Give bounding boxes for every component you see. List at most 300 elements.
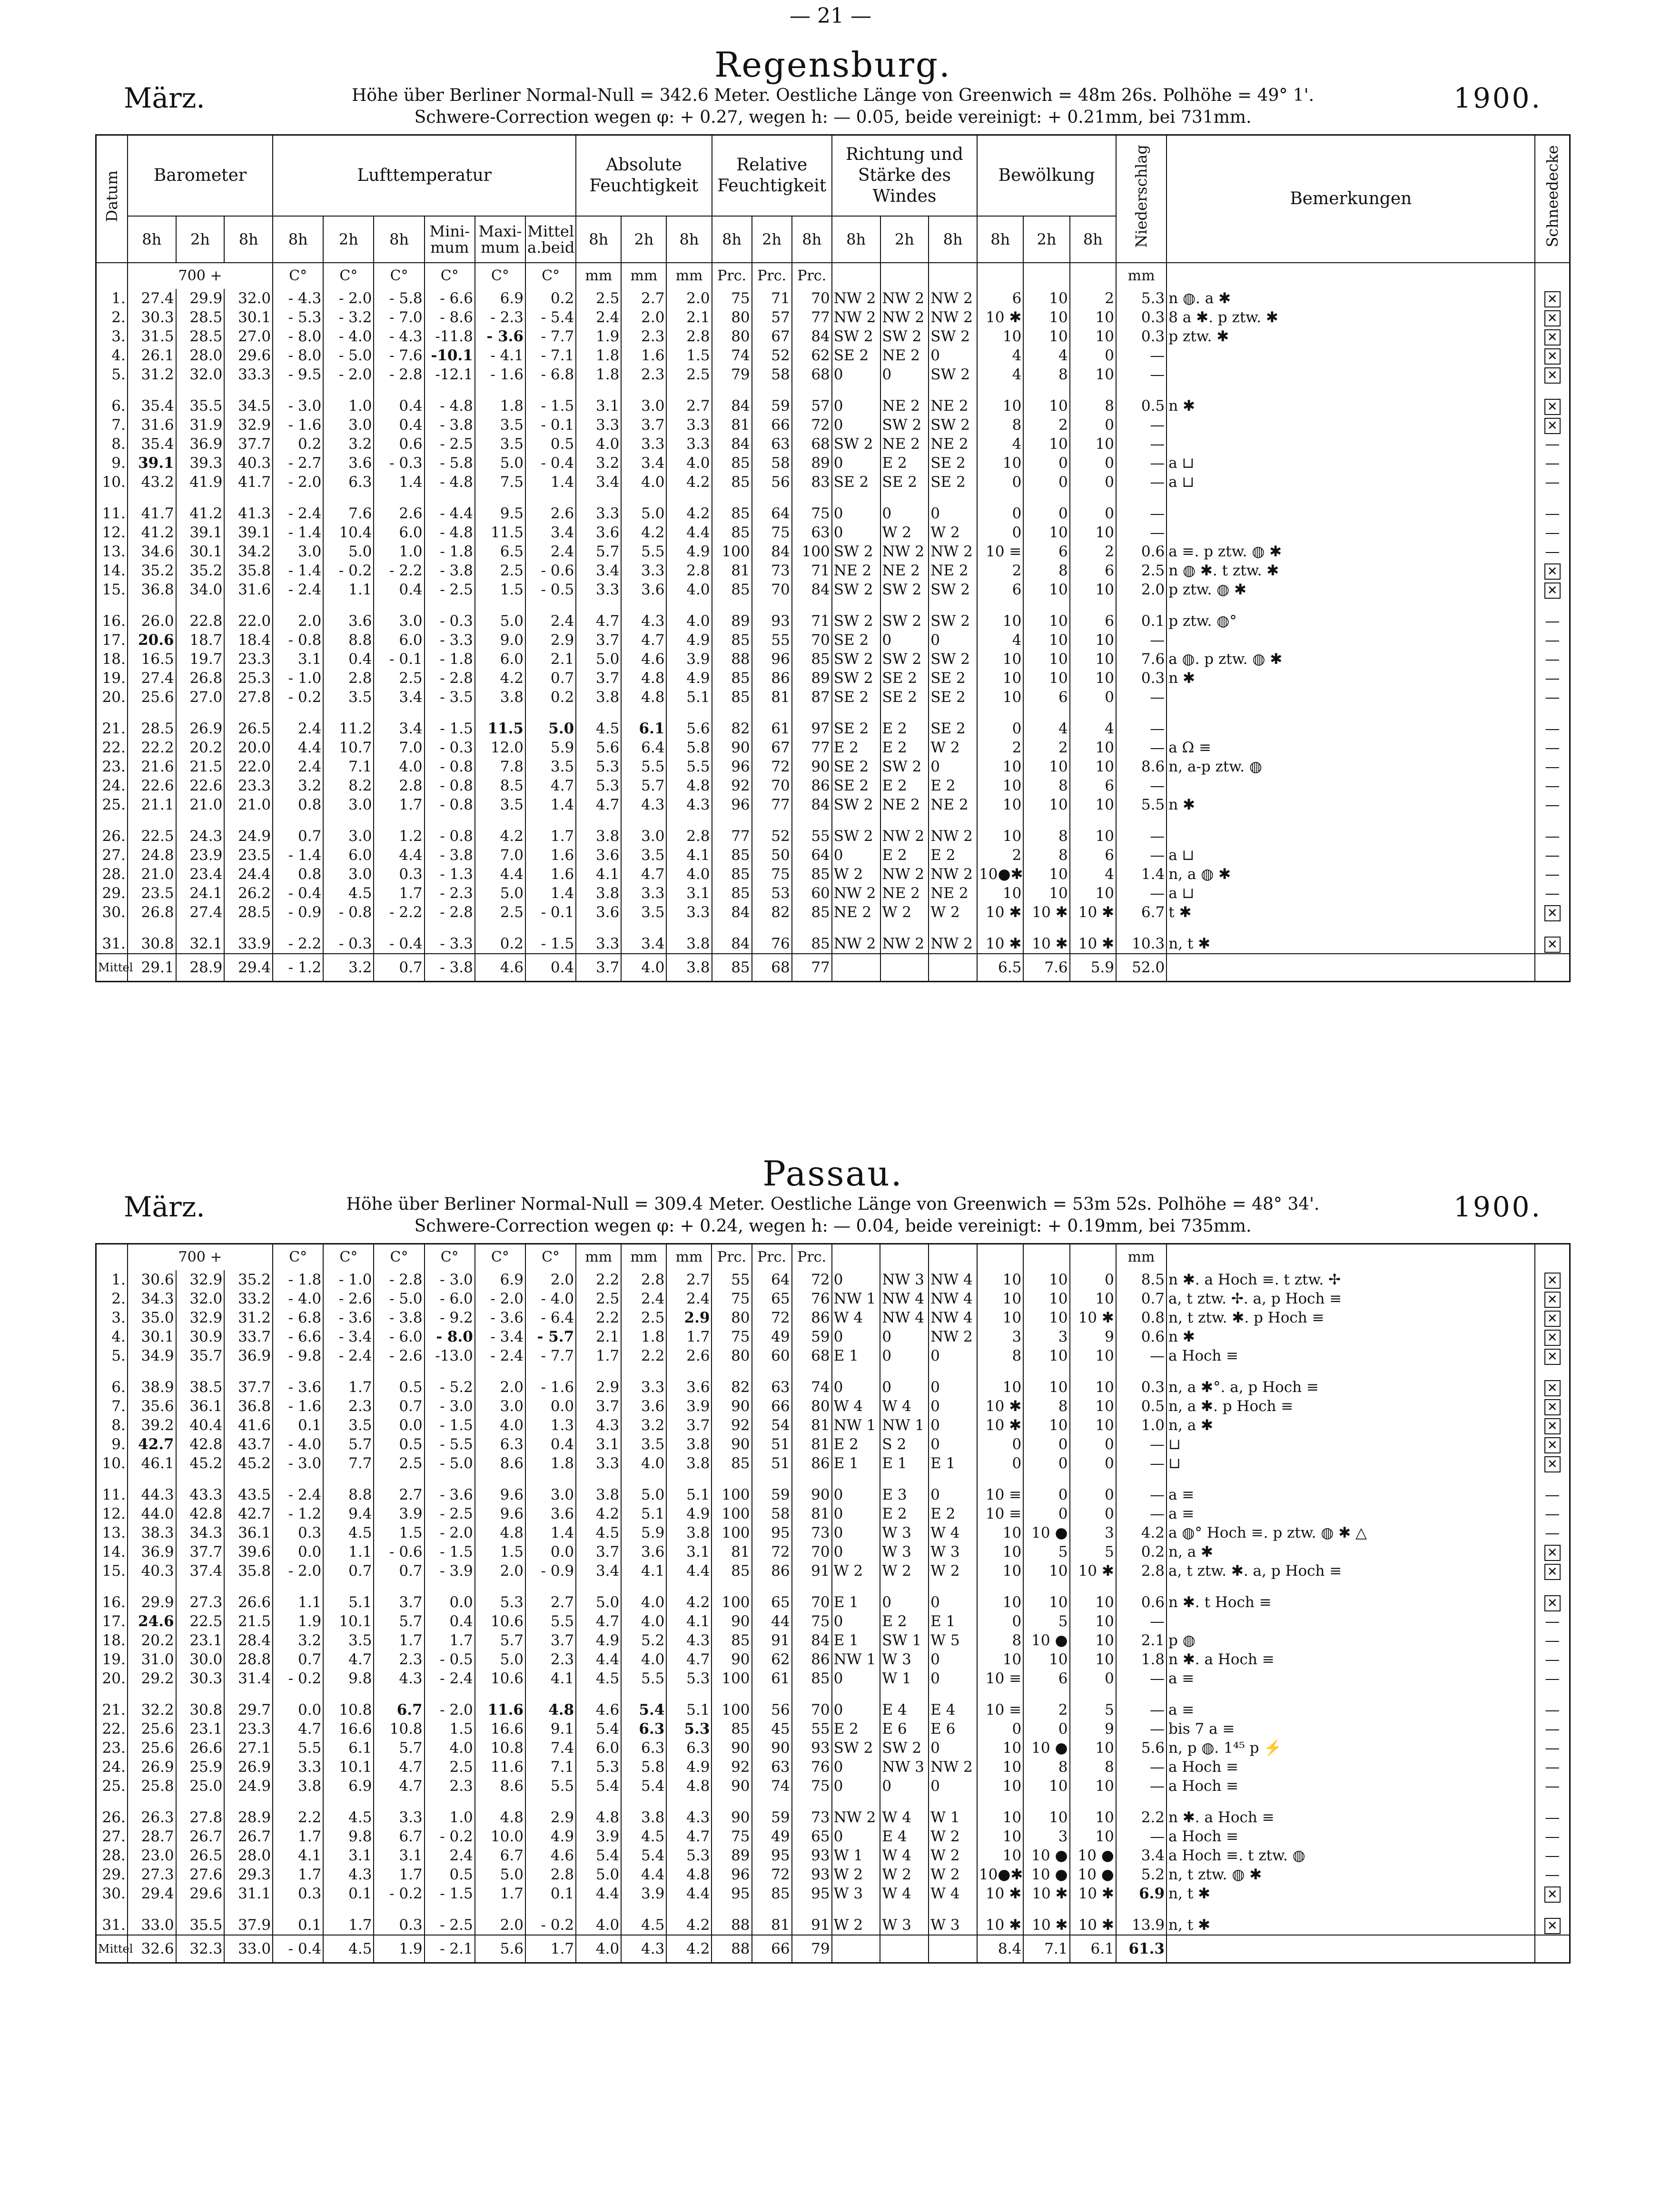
row-value: - 0.2: [323, 561, 374, 580]
row-value: 1.7: [475, 1884, 525, 1903]
row-value: 1.7: [323, 1916, 374, 1935]
row-date: 19.: [96, 669, 128, 688]
row-value: W 2: [929, 1846, 977, 1865]
row-value: 90: [712, 1808, 751, 1827]
row-value: W 4: [880, 1808, 929, 1827]
row-value: W 2: [929, 738, 977, 757]
gap-cell: [929, 1796, 977, 1808]
gap-cell: [224, 1365, 273, 1378]
row-value: 4.7: [525, 776, 576, 795]
mittel-value: 29.4: [224, 954, 273, 982]
row-value: NE 2: [929, 561, 977, 580]
row-value: 0: [1023, 1435, 1069, 1454]
gap-cell: [666, 814, 712, 827]
row-value: E 2: [929, 846, 977, 865]
row-value: 10: [1023, 434, 1069, 454]
table-row: [96, 580, 1570, 599]
row-date: 6.: [96, 396, 128, 415]
row-value: 0.2: [1116, 1542, 1167, 1561]
row-remark: a ≡: [1167, 1669, 1535, 1688]
row-value: 4.4: [273, 738, 323, 757]
row-value: 2.0: [475, 1378, 525, 1397]
snow-cover-box: ✕: [1544, 905, 1561, 921]
units-cell: [96, 1244, 128, 1271]
subheader: 8h: [832, 216, 880, 263]
row-value: E 6: [880, 1719, 929, 1738]
row-value: 28.5: [128, 719, 176, 738]
row-value: 37.7: [224, 434, 273, 454]
row-value: - 3.2: [323, 308, 374, 327]
gap-cell: [224, 599, 273, 612]
gap-cell: [792, 922, 832, 934]
gap-cell: [128, 1580, 176, 1593]
row-value: 6: [1070, 561, 1116, 580]
row-value: - 1.8: [273, 1270, 323, 1289]
row-value: —: [1116, 1758, 1167, 1777]
row-value: NW 1: [832, 1416, 880, 1435]
table-row: [96, 650, 1570, 669]
gap-cell: [1167, 1365, 1535, 1378]
gap-cell: [621, 1903, 666, 1916]
row-value: 5.3: [576, 1758, 621, 1777]
gap-cell: [977, 1903, 1023, 1916]
row-value: 0: [1070, 1504, 1116, 1523]
row-value: 3.6: [323, 454, 374, 473]
row-value: NW 3: [880, 1758, 929, 1777]
row-value: 42.7: [128, 1435, 176, 1454]
row-value: - 2.8: [425, 903, 475, 922]
row-value: 4.2: [666, 473, 712, 492]
row-value: 4.1: [666, 846, 712, 865]
row-date: 13.: [96, 1523, 128, 1542]
row-value: W 3: [929, 1916, 977, 1935]
row-value: 0: [832, 1758, 880, 1777]
row-value: 3.9: [576, 1827, 621, 1846]
units-cell: mm: [666, 1244, 712, 1271]
row-value: 36.8: [224, 1397, 273, 1416]
row-value: 91: [752, 1631, 792, 1650]
row-value: 23.4: [176, 865, 225, 884]
row-value: 2.4: [525, 612, 576, 631]
gap-cell: [1535, 707, 1570, 719]
row-remark: a ≡: [1167, 1504, 1535, 1523]
row-remark: n, a ✱°. a, p Hoch ≡: [1167, 1378, 1535, 1397]
row-value: 10: [1023, 523, 1069, 542]
row-value: 30.0: [176, 1650, 225, 1669]
mittel-value: 4.6: [475, 954, 525, 982]
row-value: 4.9: [525, 1827, 576, 1846]
row-value: 8.6: [475, 1454, 525, 1473]
row-value: 3.8: [475, 688, 525, 707]
row-value: 10: [1023, 308, 1069, 327]
row-value: 2.9: [525, 631, 576, 650]
row-value: - 9.8: [273, 1346, 323, 1365]
row-value: 10: [1070, 631, 1116, 650]
row-value: 10: [1023, 1593, 1069, 1612]
row-value: 0.1: [525, 1884, 576, 1903]
row-value: 9.4: [323, 1504, 374, 1523]
row-value: 4.3: [621, 612, 666, 631]
row-value: 4.4: [666, 523, 712, 542]
row-value: W 4: [929, 1523, 977, 1542]
gap-cell: [576, 1580, 621, 1593]
row-value: - 0.1: [525, 903, 576, 922]
row-value: 6.9: [475, 289, 525, 308]
row-value: 3.3: [576, 415, 621, 434]
subheader: Mini-mum: [425, 216, 475, 263]
row-value: 27.3: [128, 1865, 176, 1884]
row-value: 23.1: [176, 1631, 225, 1650]
gap-cell: [752, 492, 792, 504]
gap-cell: [96, 922, 128, 934]
gap-cell: [880, 1473, 929, 1485]
row-remark: a ⊔: [1167, 846, 1535, 865]
row-value: 0: [977, 719, 1023, 738]
row-date: 8.: [96, 434, 128, 454]
row-value: 0.4: [374, 580, 424, 599]
row-value: 8.8: [323, 1485, 374, 1504]
row-snow: —: [1535, 827, 1570, 846]
row-value: 5.5: [525, 1612, 576, 1631]
row-value: E 2: [880, 1504, 929, 1523]
row-value: NW 2: [929, 289, 977, 308]
snow-cover-box: ✕: [1544, 937, 1561, 953]
mittel-label: Mittel: [96, 1935, 128, 1963]
gap-cell: [712, 1688, 751, 1700]
row-value: 70: [792, 1700, 832, 1719]
row-value: 10: [1023, 795, 1069, 814]
row-value: 60: [752, 1346, 792, 1365]
row-value: - 4.4: [425, 504, 475, 523]
row-value: 1.4: [1116, 865, 1167, 884]
row-snow: [1535, 1916, 1570, 1935]
row-value: W 3: [832, 1884, 880, 1903]
row-value: 3.0: [475, 1397, 525, 1416]
row-value: 68: [792, 1346, 832, 1365]
row-value: 26.0: [128, 612, 176, 631]
row-value: 5.1: [666, 688, 712, 707]
row-value: 4.7: [576, 612, 621, 631]
row-value: 3.0: [323, 865, 374, 884]
table-row: [96, 669, 1570, 688]
table-row: [96, 1504, 1570, 1523]
row-value: 4: [1023, 346, 1069, 365]
row-value: —: [1116, 1346, 1167, 1365]
month-label: März.: [124, 82, 205, 114]
row-value: 31.4: [224, 1669, 273, 1688]
row-value: —: [1116, 1454, 1167, 1473]
row-snow: —: [1535, 612, 1570, 631]
row-value: 5.3: [666, 1846, 712, 1865]
row-value: 0: [1070, 1435, 1116, 1454]
snow-cover-box: ✕: [1544, 1418, 1561, 1434]
gap-cell: [1535, 1796, 1570, 1808]
row-value: W 2: [929, 903, 977, 922]
row-value: SW 2: [929, 612, 977, 631]
gap-cell: [128, 492, 176, 504]
row-value: 28.7: [128, 1827, 176, 1846]
row-value: 3.5: [323, 688, 374, 707]
subheader: 8h: [273, 216, 323, 263]
row-value: 85: [792, 903, 832, 922]
row-value: 0: [929, 1346, 977, 1365]
row-value: W 5: [929, 1631, 977, 1650]
gap-cell: [323, 1688, 374, 1700]
row-value: 4: [1070, 719, 1116, 738]
row-value: - 5.7: [525, 1327, 576, 1346]
row-value: 10: [1023, 865, 1069, 884]
units-cell: C°: [273, 1244, 323, 1271]
row-date: 27.: [96, 1827, 128, 1846]
mittel-value: - 1.2: [273, 954, 323, 982]
row-value: 34.9: [128, 1346, 176, 1365]
row-value: 63: [792, 523, 832, 542]
row-value: - 1.5: [525, 396, 576, 415]
row-value: 30.1: [176, 542, 225, 561]
units-cell: Prc.: [712, 1244, 751, 1271]
row-value: 5.7: [475, 1631, 525, 1650]
row-value: - 2.4: [323, 1346, 374, 1365]
row-value: 3.7: [576, 1397, 621, 1416]
row-value: - 0.2: [425, 1827, 475, 1846]
gap-cell: [1070, 1688, 1116, 1700]
row-value: 0.4: [374, 415, 424, 434]
row-value: 0: [1070, 1454, 1116, 1473]
row-value: 39.2: [128, 1416, 176, 1435]
row-value: 60: [792, 884, 832, 903]
row-date: 26.: [96, 1808, 128, 1827]
row-value: 20.2: [128, 1631, 176, 1650]
row-value: 5.5: [525, 1777, 576, 1796]
row-value: 10: [1023, 631, 1069, 650]
row-value: 0: [832, 396, 880, 415]
row-value: 81: [792, 1435, 832, 1454]
row-value: 10: [1070, 1738, 1116, 1758]
row-value: 2.7: [666, 1270, 712, 1289]
row-value: 0: [1023, 1485, 1069, 1504]
row-value: 2.3: [323, 1397, 374, 1416]
row-value: 70: [752, 776, 792, 795]
row-date: 15.: [96, 580, 128, 599]
gap-cell: [224, 814, 273, 827]
row-value: 80: [792, 1397, 832, 1416]
row-value: W 1: [880, 1669, 929, 1688]
row-value: SE 2: [832, 719, 880, 738]
units-cell: mm: [576, 263, 621, 289]
row-value: 0: [832, 454, 880, 473]
units-cell: mm: [666, 263, 712, 289]
gap-cell: [374, 1688, 424, 1700]
subheader: 8h: [929, 216, 977, 263]
row-value: - 2.5: [425, 580, 475, 599]
row-value: 10.8: [323, 1700, 374, 1719]
row-value: 10.4: [323, 523, 374, 542]
gap-cell: [792, 1903, 832, 1916]
row-value: NW 2: [929, 308, 977, 327]
subheader: 8h: [224, 216, 273, 263]
row-date: 16.: [96, 1593, 128, 1612]
mittel-value: 52.0: [1116, 954, 1167, 982]
row-value: 24.9: [224, 1777, 273, 1796]
row-value: 5.0: [475, 1650, 525, 1669]
row-value: 10●✱: [977, 865, 1023, 884]
row-value: 2.3: [621, 365, 666, 384]
row-value: 4.8: [525, 1700, 576, 1719]
row-value: 0.0: [525, 1542, 576, 1561]
row-snow: [1535, 308, 1570, 327]
table-row: [96, 1612, 1570, 1631]
row-value: 6.1: [323, 1738, 374, 1758]
gap-cell: [374, 707, 424, 719]
row-remark: a Hoch ≡. t ztw. ◍: [1167, 1846, 1535, 1865]
row-value: 3: [1023, 1327, 1069, 1346]
gap-cell: [1116, 1473, 1167, 1485]
row-value: 11.5: [475, 719, 525, 738]
units-cell: Prc.: [752, 263, 792, 289]
row-value: 31.5: [128, 327, 176, 346]
row-value: 3.7: [374, 1593, 424, 1612]
row-date: 4.: [96, 1327, 128, 1346]
gap-cell: [929, 1473, 977, 1485]
row-value: 100: [712, 1523, 751, 1542]
row-value: - 2.0: [425, 1700, 475, 1719]
mittel-value: 61.3: [1116, 1935, 1167, 1963]
row-value: 0: [1023, 473, 1069, 492]
row-value: 19.7: [176, 650, 225, 669]
row-value: 10: [1070, 757, 1116, 776]
row-value: 3.8: [576, 884, 621, 903]
row-value: 6.7: [374, 1700, 424, 1719]
row-value: 4.2: [475, 827, 525, 846]
gap-cell: [880, 1903, 929, 1916]
header-barometer: Barometer: [128, 135, 273, 216]
row-value: W 2: [832, 1865, 880, 1884]
row-value: - 0.8: [273, 631, 323, 650]
row-value: —: [1116, 1504, 1167, 1523]
table-row: [96, 415, 1570, 434]
row-value: 10: [1023, 650, 1069, 669]
row-value: 4.8: [576, 1808, 621, 1827]
row-value: - 7.7: [525, 327, 576, 346]
row-value: W 2: [832, 1916, 880, 1935]
gap-cell: [525, 1796, 576, 1808]
row-value: 10: [977, 688, 1023, 707]
row-snow: —: [1535, 846, 1570, 865]
row-date: 25.: [96, 1777, 128, 1796]
row-value: 0.1: [323, 1884, 374, 1903]
row-value: 10: [1023, 884, 1069, 903]
row-value: - 1.5: [525, 934, 576, 954]
row-value: 38.5: [176, 1378, 225, 1397]
table-row: [96, 1808, 1570, 1827]
row-value: 50: [752, 846, 792, 865]
gap-cell: [273, 599, 323, 612]
row-value: 72: [752, 1308, 792, 1327]
row-value: 24.3: [176, 827, 225, 846]
row-value: 10 ≡: [977, 542, 1023, 561]
row-value: SW 2: [880, 327, 929, 346]
row-value: 10.0: [475, 1827, 525, 1846]
row-remark: p ◍: [1167, 1631, 1535, 1650]
row-value: 88: [712, 1916, 751, 1935]
row-value: - 0.4: [525, 454, 576, 473]
row-value: 100: [712, 1700, 751, 1719]
row-value: —: [1116, 1719, 1167, 1738]
row-value: - 0.8: [425, 827, 475, 846]
gap-cell: [666, 1580, 712, 1593]
row-value: 4.5: [576, 719, 621, 738]
gap-cell: [425, 1580, 475, 1593]
gap-cell: [176, 1473, 225, 1485]
mittel-value: [929, 954, 977, 982]
row-value: 92: [712, 776, 752, 795]
gap-cell: [832, 1688, 880, 1700]
row-value: 5.0: [621, 504, 666, 523]
gap-cell: [128, 814, 176, 827]
gap-cell: [475, 599, 525, 612]
row-value: 10: [977, 1523, 1023, 1542]
row-remark: a ⊔: [1167, 884, 1535, 903]
row-value: E 1: [832, 1593, 880, 1612]
row-value: 2.5: [576, 1289, 621, 1308]
row-date: 30.: [96, 1884, 128, 1903]
row-value: 4.0: [666, 454, 712, 473]
gap-cell: [1167, 814, 1535, 827]
row-value: 87: [792, 688, 832, 707]
row-remark: [1167, 523, 1535, 542]
row-value: - 5.0: [425, 1454, 475, 1473]
row-value: 4.9: [576, 1631, 621, 1650]
row-value: - 1.6: [273, 415, 323, 434]
row-value: 65: [792, 1827, 832, 1846]
row-value: - 2.8: [425, 669, 475, 688]
row-value: 0: [1070, 473, 1116, 492]
row-value: 10 ✱: [977, 934, 1023, 954]
row-value: - 6.6: [425, 289, 475, 308]
row-value: - 1.4: [273, 523, 323, 542]
row-value: 35.5: [176, 396, 225, 415]
row-value: 5.2: [621, 1631, 666, 1650]
table-row: [96, 631, 1570, 650]
row-value: 10: [977, 669, 1023, 688]
row-value: NW 2: [880, 308, 929, 327]
row-value: 32.9: [224, 415, 273, 434]
gap-cell: [712, 599, 752, 612]
row-value: 3.0: [273, 542, 323, 561]
row-value: 91: [792, 1561, 832, 1580]
row-value: 3: [977, 1327, 1023, 1346]
gap-cell: [621, 492, 666, 504]
row-value: - 7.0: [374, 308, 424, 327]
row-value: 55: [712, 1270, 751, 1289]
row-value: 3.5: [475, 795, 525, 814]
row-value: 13.9: [1116, 1916, 1167, 1935]
row-value: 4.5: [576, 1523, 621, 1542]
row-value: 31.6: [128, 415, 176, 434]
row-value: 55: [792, 1719, 832, 1738]
row-value: 10: [1070, 1650, 1116, 1669]
row-value: 3.0: [621, 827, 666, 846]
row-value: 3.8: [666, 1435, 712, 1454]
row-value: E 2: [832, 1719, 880, 1738]
row-value: 2.3: [374, 1650, 424, 1669]
gap-cell: [374, 1580, 424, 1593]
subheader: 2h: [1023, 216, 1069, 263]
gap-cell: [176, 922, 225, 934]
row-snow: [1535, 1346, 1570, 1365]
row-value: 2.1: [525, 650, 576, 669]
table-row: [96, 1650, 1570, 1669]
